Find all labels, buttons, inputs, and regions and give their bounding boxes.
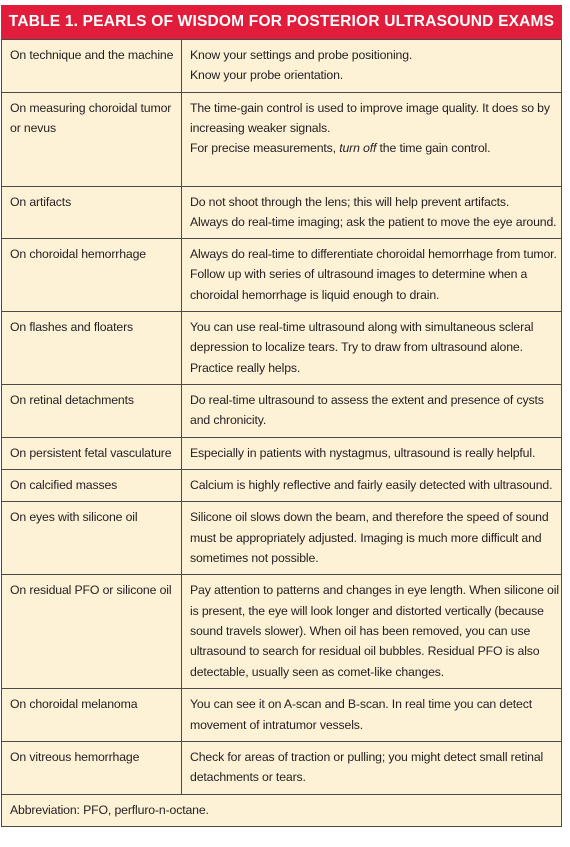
- topic-cell: [2, 437, 182, 469]
- pearl-text-mixed: [190, 138, 553, 158]
- pearl-text: Silicone oil slows down the beam, and therefore the speed of sound: [190, 510, 549, 525]
- pearl-text: must be appropriately adjusted. Imaging is much more difficult and: [190, 530, 542, 545]
- topic-cell: [2, 689, 182, 742]
- topic-cell: [2, 385, 182, 438]
- pearl-text: detachments or tears.: [190, 770, 306, 785]
- pearl-text: detectable, usually seen as comet-like changes.: [190, 664, 445, 679]
- pearl-cell: [182, 40, 562, 93]
- pearl-text: movement of intratumor vessels.: [190, 717, 364, 732]
- topic-text: On choroidal melanoma: [10, 697, 138, 712]
- table-row: [2, 689, 562, 742]
- table-row: [2, 40, 562, 93]
- pearl-text: Always do real-time imaging; ask the patient to move the eye around.: [190, 214, 557, 229]
- topic-cell: [2, 470, 182, 502]
- footnote-row: [2, 794, 562, 826]
- topic-cell: [2, 92, 182, 186]
- topic-cell: [2, 40, 182, 93]
- table-row: [2, 437, 562, 469]
- pearl-cell: [182, 437, 562, 469]
- table-row: [2, 186, 562, 239]
- topic-cell: [2, 186, 182, 239]
- pearl-text: Do not shoot through the lens; this will help prevent artifacts.: [190, 194, 510, 209]
- pearl-text: Always do real-time to differentiate choroidal hemorrhage from tumor.: [190, 247, 557, 262]
- table-row: [2, 741, 562, 794]
- topic-cell: [2, 575, 182, 689]
- table-row: [2, 239, 562, 312]
- pearl-text: Pay attention to patterns and changes in eye length. When silicone oil: [190, 583, 559, 598]
- topic-text: On calcified masses: [10, 478, 118, 493]
- table-row: [2, 502, 562, 575]
- topic-cell: [2, 239, 182, 312]
- topic-text: or nevus: [10, 120, 56, 135]
- pearl-text: Calcium is highly reflective and fairly easily detected with ultrasound.: [190, 478, 553, 493]
- footnote-cell: [2, 794, 562, 826]
- pearl-cell: [182, 92, 562, 186]
- pearl-text-post: the time gain control.: [376, 141, 491, 156]
- table-row: [2, 470, 562, 502]
- pearls-table-body: [2, 40, 562, 827]
- footnote-text: Abbreviation: PFO, perfluro-n-octane.: [10, 802, 209, 817]
- pearl-cell: [182, 239, 562, 312]
- pearl-text: and chronicity.: [190, 413, 267, 428]
- pearl-cell: [182, 689, 562, 742]
- pearl-text: is present, the eye will look longer and distorted vertically (because: [190, 603, 544, 618]
- table-title: TABLE 1. PEARLS OF WISDOM FOR POSTERIOR ULTRASOUND EXAMS: [1, 5, 562, 39]
- pearl-cell: [182, 502, 562, 575]
- pearl-cell: [182, 741, 562, 794]
- table-row: [2, 92, 562, 186]
- topic-text: On eyes with silicone oil: [10, 510, 138, 525]
- topic-text: On persistent fetal vasculature: [10, 445, 172, 460]
- pearl-text: Know your settings and probe positioning.: [190, 48, 413, 62]
- pearl-text: increasing weaker signals.: [190, 120, 331, 135]
- table-row: [2, 385, 562, 438]
- pearl-text: You can use real-time ultrasound along with simultaneous scleral: [190, 320, 534, 335]
- table-row: [2, 575, 562, 689]
- pearl-text: The time-gain control is used to improve image quality. It does so by: [190, 100, 550, 115]
- pearl-text: Follow up with series of ultrasound images to determine when a: [190, 267, 528, 282]
- pearl-text: choroidal hemorrhage is liquid enough to drain.: [190, 287, 440, 302]
- topic-text: On artifacts: [10, 194, 72, 209]
- topic-cell: [2, 502, 182, 575]
- pearl-text: Especially in patients with nystagmus, ultrasound is really helpful.: [190, 445, 536, 460]
- pearls-table: [1, 39, 562, 827]
- topic-cell: [2, 741, 182, 794]
- pearl-text: depression to localize tears. Try to draw from ultrasound alone.: [190, 340, 523, 355]
- pearl-text: Check for areas of traction or pulling; you might detect small retinal: [190, 749, 544, 764]
- pearl-text: Know your probe orientation.: [190, 68, 344, 83]
- pearls-table-figure: [1, 5, 562, 827]
- topic-text: On measuring choroidal tumor: [10, 100, 172, 115]
- topic-text: On vitreous hemorrhage: [10, 749, 140, 764]
- pearl-cell: [182, 312, 562, 385]
- pearl-cell: [182, 470, 562, 502]
- pearl-text-pre: For precise measurements,: [190, 141, 340, 156]
- table-row: [2, 312, 562, 385]
- topic-text: On flashes and floaters: [10, 320, 134, 335]
- pearl-text: Practice really helps.: [190, 360, 301, 375]
- pearl-cell: [182, 575, 562, 689]
- topic-text: On technique and the machine: [10, 48, 174, 62]
- topic-cell: [2, 312, 182, 385]
- topic-text: On retinal detachments: [10, 393, 134, 408]
- pearl-text: You can see it on A-scan and B-scan. In real time you can detect: [190, 697, 532, 712]
- pearl-text: Do real-time ultrasound to assess the extent and presence of cysts: [190, 393, 544, 408]
- topic-text: On choroidal hemorrhage: [10, 247, 146, 262]
- topic-text: On residual PFO or silicone oil: [10, 583, 172, 598]
- pearl-cell: [182, 385, 562, 438]
- pearl-text: sometimes not possible.: [190, 550, 319, 565]
- pearl-text: ultrasound to search for residual oil bubbles. Residual PFO is also: [190, 644, 540, 659]
- pearl-cell: [182, 186, 562, 239]
- pearl-text: sound travels slower). When oil has been removed, you can use: [190, 623, 531, 638]
- pearl-text-emphasis: turn off: [339, 141, 377, 156]
